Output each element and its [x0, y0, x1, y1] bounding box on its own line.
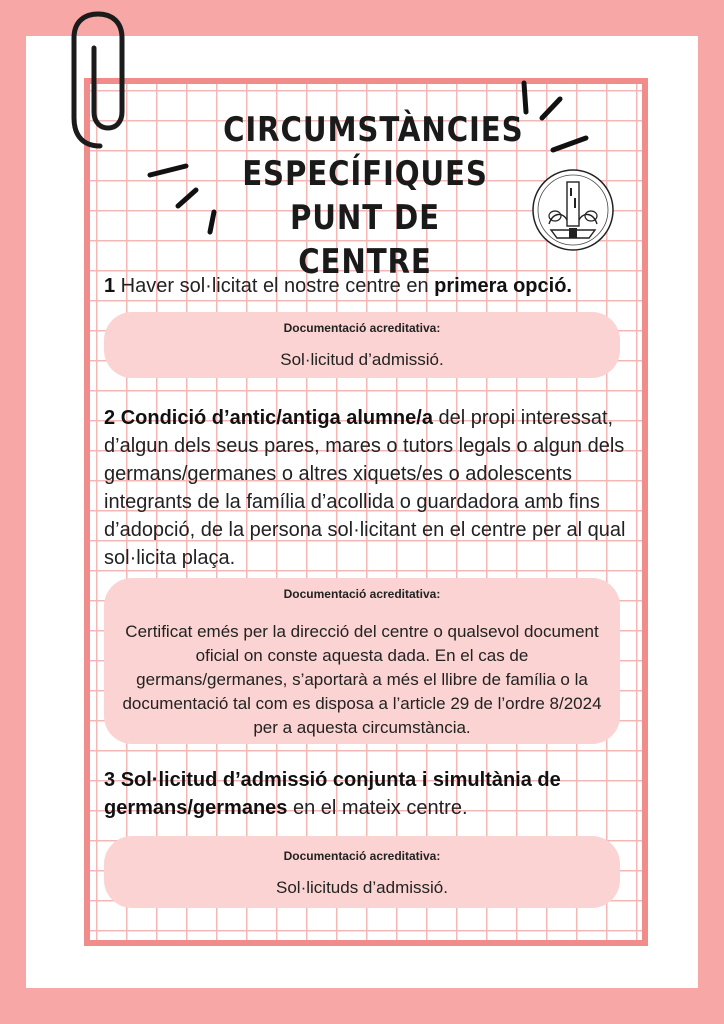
page-title	[223, 108, 524, 284]
item-1-doc-body: Sol·licitud d’admissió.	[280, 350, 444, 369]
item-2-number: 2	[104, 407, 116, 429]
item-3-number: 3	[104, 769, 116, 791]
item-2-text	[104, 404, 638, 572]
title-line-1: CIRCUMSTÀNCIES	[223, 110, 524, 150]
item-2-bold: Condició d’antic/antiga alumne/a	[120, 407, 433, 429]
title-line-2: ESPECÍFIQUES	[242, 154, 488, 194]
item-2-doc-label: Documentació acreditativa:	[283, 587, 441, 601]
title-line-3: PUNT DE CENTRE	[289, 198, 441, 282]
paperclip-icon	[66, 8, 134, 150]
item-3-text-after: en el mateix centre.	[287, 797, 468, 819]
school-seal-logo	[531, 168, 615, 252]
item-3-doc-body: Sol·licituds d’admissió.	[276, 878, 448, 897]
item-2-doc-body: Certificat emés per la direcció del centre o qualsevol document oficial on conste aquesta dada. En el cas de germans/germanes, s’aportarà a més el llibre de família o la documentació tal com es disposa a l’article 29 de l’ordre 8/2024 per a aquesta circumstància.	[122, 622, 602, 737]
item-2-doc-box	[104, 578, 620, 744]
item-2-text-after: del propi interessat, d’algun dels seus pares, mares o tutors legals o algun dels germans/germanes o altres xiquets/es o adolescents integrants de la família d’acollida o guardadora amb fins d’adopció, de la persona sol·licitant en el centre per al qual sol·licita plaça.	[104, 407, 626, 569]
item-1-bold: primera opció.	[434, 275, 572, 297]
item-3-bold: Sol·licitud d’admissió conjunta i simultània de germans/germanes	[104, 769, 561, 819]
item-3-text	[104, 766, 584, 822]
item-3-doc-label: Documentació acreditativa:	[283, 849, 441, 863]
item-1-text	[104, 272, 644, 300]
item-1-doc-box	[104, 312, 620, 378]
item-1-doc-label: Documentació acreditativa:	[283, 321, 441, 335]
item-1-number: 1	[104, 275, 116, 297]
item-1-text-before: Haver sol·licitat el nostre centre en	[115, 275, 435, 297]
item-3-doc-box	[104, 836, 620, 908]
